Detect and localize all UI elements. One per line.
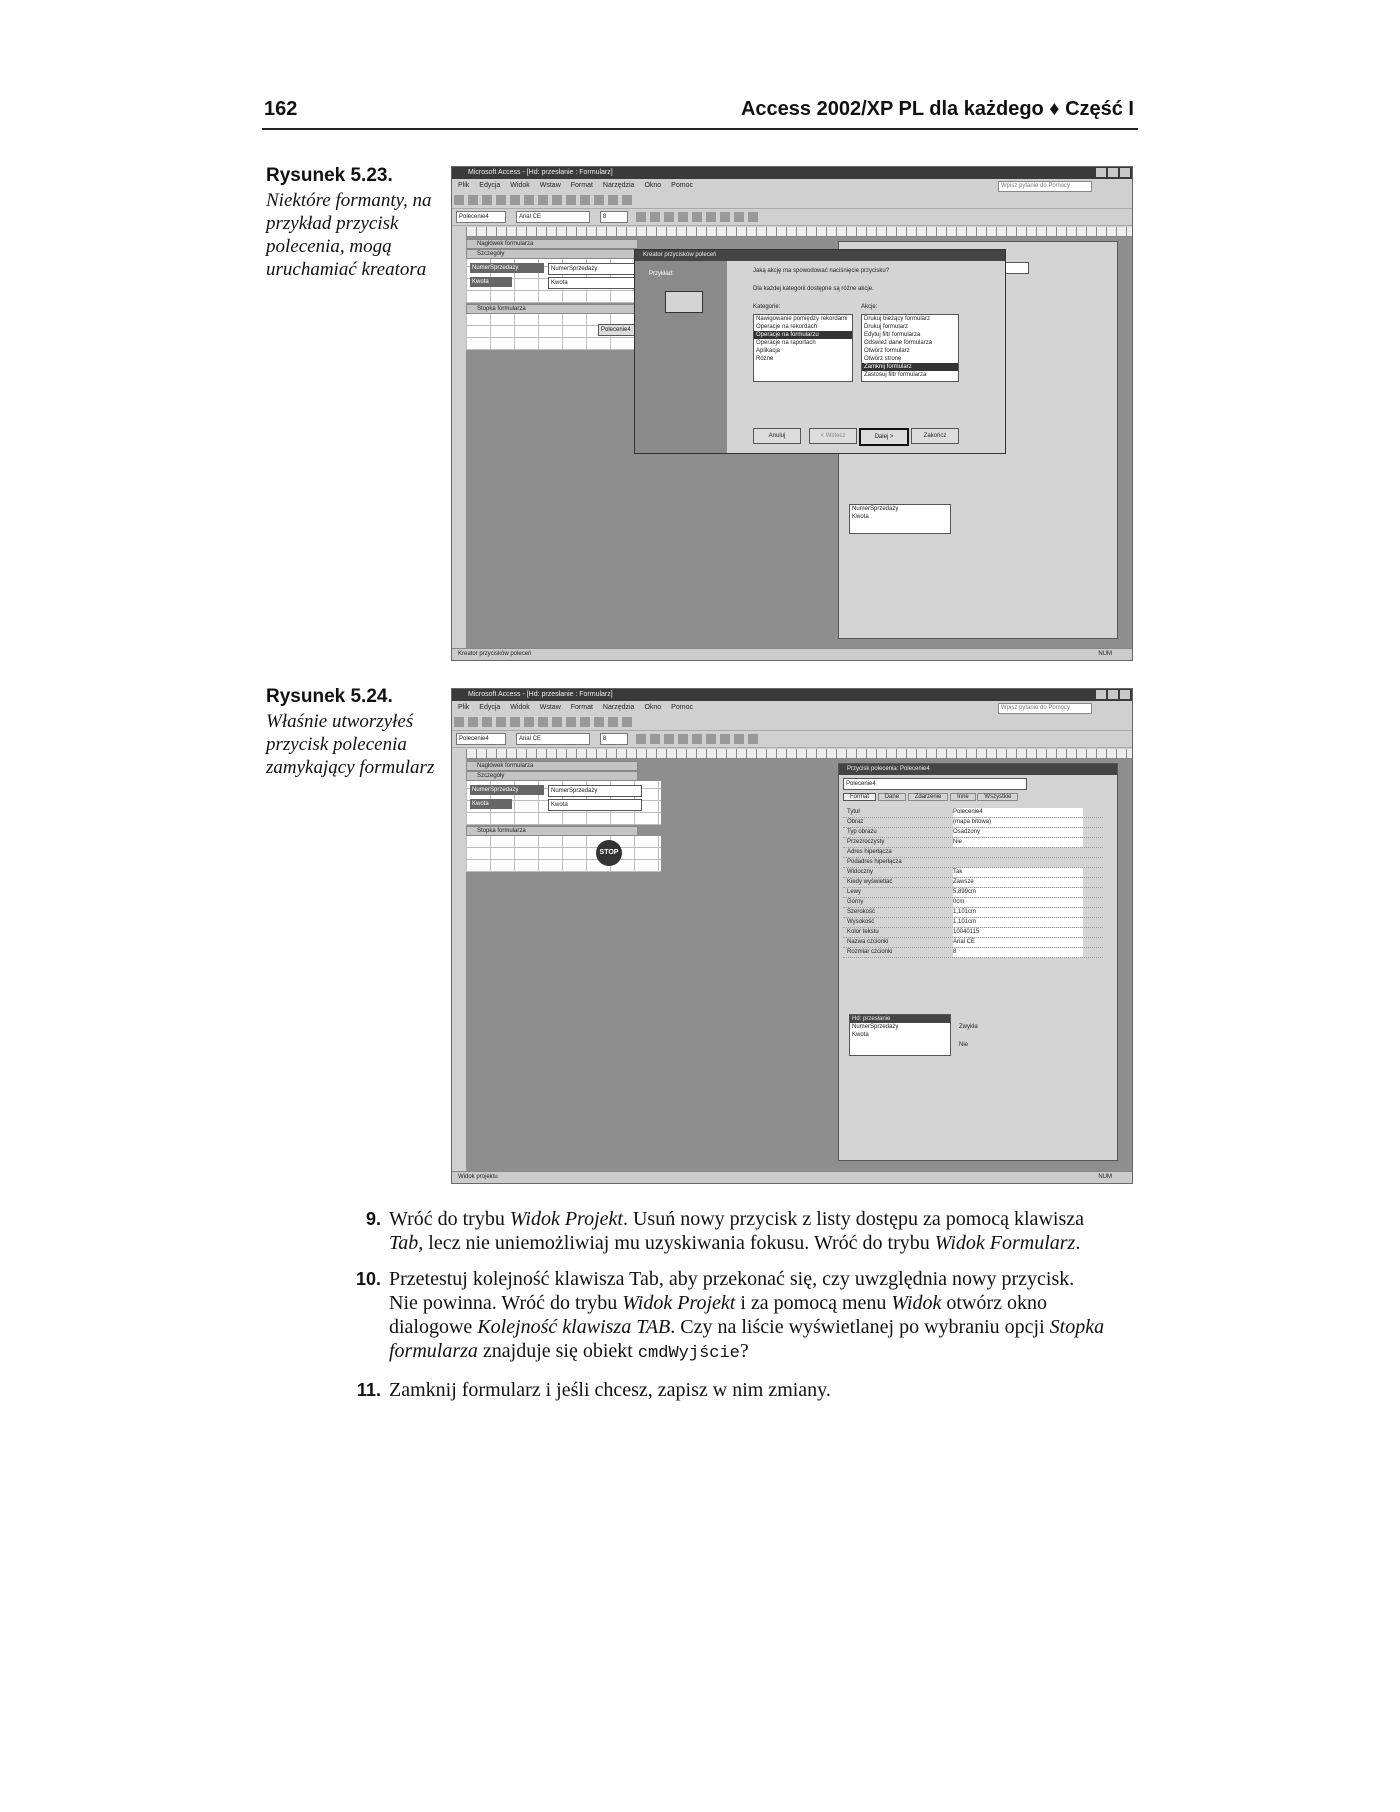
align-left-icon[interactable] bbox=[678, 212, 688, 222]
field-label[interactable]: NumerSprzedaży bbox=[470, 263, 544, 273]
property-row[interactable] bbox=[843, 858, 1103, 868]
property-value[interactable]: Polecenie4 bbox=[953, 808, 1083, 817]
font-color-icon[interactable] bbox=[734, 212, 744, 222]
size-combo[interactable]: 8 bbox=[600, 733, 628, 745]
wizard-question: Jaką akcję ma spowodować naciśnięcie przycisku? bbox=[753, 268, 890, 274]
step-11 bbox=[347, 1378, 1107, 1402]
horizontal-ruler bbox=[466, 227, 1132, 237]
field-list-icon[interactable] bbox=[580, 717, 590, 727]
menu-edycja[interactable]: Edycja bbox=[479, 182, 501, 189]
menu-okno[interactable]: Okno bbox=[644, 704, 662, 711]
footer-grid bbox=[466, 836, 661, 872]
tab-zdarzenie[interactable]: Zdarzenie bbox=[908, 793, 949, 801]
view-icon[interactable] bbox=[454, 717, 464, 727]
figure-label: Rysunek 5.23. bbox=[266, 165, 393, 186]
property-key: Widoczny bbox=[847, 869, 874, 875]
text-run: , lecz nie uniemożliwiaj mu uzyskiwania fokusu. Wróć do trybu bbox=[418, 1232, 935, 1254]
category-item[interactable]: Nawigowanie pomiędzy rekordami bbox=[756, 316, 848, 322]
field-label[interactable]: NumerSprzedaży bbox=[470, 785, 544, 795]
copy-icon[interactable] bbox=[524, 195, 534, 205]
save-icon[interactable] bbox=[468, 195, 478, 205]
property-row[interactable] bbox=[843, 888, 1103, 898]
text-run: otwórz okno dialogowe bbox=[389, 1292, 1047, 1338]
properties-icon[interactable] bbox=[608, 195, 618, 205]
text-run: ? bbox=[739, 1340, 749, 1362]
property-key: Tytuł bbox=[847, 809, 860, 815]
action-item[interactable]: Zastosuj filtr formularza bbox=[864, 372, 927, 378]
property-row[interactable] bbox=[843, 848, 1103, 858]
tab-wszystkie[interactable]: Wszystkie bbox=[977, 793, 1018, 801]
property-tabs bbox=[843, 794, 1018, 800]
text-run: Przetestuj kolejność klawisza Tab, aby przekonać się, czy uwzględnia nowy przycisk. Nie powinna. Wróć do trybu bbox=[389, 1268, 1075, 1314]
action-item[interactable]: Odśwież dane formularza bbox=[864, 340, 933, 346]
emphasis: Widok Formularz bbox=[934, 1232, 1076, 1254]
minimize-icon[interactable] bbox=[1096, 690, 1106, 699]
property-key: Podadres hiperłącza bbox=[847, 859, 902, 865]
property-sheet-title: Przycisk polecenia: Polecenie4 bbox=[839, 764, 1117, 775]
print-icon[interactable] bbox=[482, 195, 492, 205]
maximize-icon[interactable] bbox=[1108, 690, 1118, 699]
property-value[interactable]: Osadzony bbox=[953, 828, 1083, 837]
step-number: 11. bbox=[356, 1380, 381, 1400]
sample-button bbox=[665, 291, 703, 313]
section-form-footer[interactable]: Stopka formularza bbox=[466, 826, 638, 836]
figure-caption-text: Niektóre formanty, na przykład przycisk polecenia, mogą uruchamiać kreatora bbox=[266, 190, 432, 280]
property-key: Adres hiperłącza bbox=[847, 849, 892, 855]
action-item[interactable]: Otwórz formularz bbox=[864, 348, 910, 354]
category-item[interactable]: Operacje na rekordach bbox=[756, 324, 818, 330]
menu-plik[interactable]: Plik bbox=[458, 704, 470, 711]
menu-plik[interactable]: Plik bbox=[458, 182, 470, 189]
categories-label: Kategorie: bbox=[753, 304, 781, 310]
property-row[interactable] bbox=[843, 808, 1103, 818]
preview-icon[interactable] bbox=[496, 195, 506, 205]
text-run: . Czy na liście wyświetlanej po wybraniu opcji bbox=[670, 1316, 1050, 1338]
paste-icon[interactable] bbox=[538, 717, 548, 727]
toolbar-standard bbox=[452, 714, 1132, 731]
property-row[interactable] bbox=[843, 818, 1103, 828]
category-item-selected[interactable]: Operacje na formularzu bbox=[754, 331, 852, 339]
field-textbox[interactable]: NumerSprzedaży bbox=[548, 785, 642, 797]
italic-icon[interactable] bbox=[650, 734, 660, 744]
finish-button[interactable]: Zakończ bbox=[911, 428, 959, 444]
screenshot-figure-2 bbox=[451, 688, 1133, 1184]
status-bar bbox=[452, 1171, 1132, 1183]
menu-wstaw[interactable]: Wstaw bbox=[539, 704, 561, 711]
step-text bbox=[389, 1208, 1084, 1254]
title-bar bbox=[452, 167, 1132, 179]
field-label[interactable]: Kwota bbox=[470, 277, 512, 287]
design-area bbox=[466, 759, 1132, 1171]
property-value[interactable]: 8 bbox=[953, 948, 1083, 957]
property-key: Przezroczysty bbox=[847, 839, 885, 845]
step-number: 9. bbox=[365, 1209, 381, 1229]
step-10 bbox=[347, 1267, 1107, 1366]
window-title: Microsoft Access - [Hd: przesłanie : Formularz] bbox=[468, 169, 613, 176]
text-run: Zamknij formularz i jeśli chcesz, zapisz w nim zmiany. bbox=[389, 1379, 831, 1401]
field-list bbox=[849, 1014, 951, 1056]
emphasis: Widok Projekt bbox=[509, 1208, 623, 1230]
emphasis: Tab bbox=[389, 1232, 419, 1254]
maximize-icon[interactable] bbox=[1108, 168, 1118, 177]
toolbar-formatting bbox=[452, 209, 1132, 226]
section-detail[interactable]: Szczegóły bbox=[466, 249, 638, 259]
property-value[interactable]: 10040115 bbox=[953, 928, 1083, 937]
action-item-selected[interactable]: Zamknij formularz bbox=[862, 363, 958, 371]
actions-list[interactable] bbox=[861, 314, 959, 382]
properties-icon[interactable] bbox=[608, 717, 618, 727]
close-icon[interactable] bbox=[1120, 168, 1130, 177]
next-button[interactable]: Dalej > bbox=[859, 428, 909, 446]
font-color-icon[interactable] bbox=[734, 734, 744, 744]
align-center-icon[interactable] bbox=[692, 212, 702, 222]
property-value[interactable]: (mapa bitowa) bbox=[953, 818, 1083, 827]
align-right-icon[interactable] bbox=[706, 212, 716, 222]
menu-format[interactable]: Format bbox=[570, 182, 593, 189]
figure-caption-2 bbox=[266, 685, 436, 779]
property-key: Kiedy wyświetlać bbox=[847, 879, 893, 885]
action-item[interactable]: Otwórz stronę bbox=[864, 356, 902, 362]
status-num: NUM bbox=[1098, 1174, 1112, 1180]
property-key: Szerokość bbox=[847, 909, 876, 915]
section-form-footer[interactable]: Stopka formularza bbox=[466, 304, 638, 314]
print-icon[interactable] bbox=[482, 717, 492, 727]
bold-icon[interactable] bbox=[636, 212, 646, 222]
align-center-icon[interactable] bbox=[692, 734, 702, 744]
status-text: Kreator przycisków poleceń bbox=[458, 651, 532, 657]
horizontal-ruler bbox=[466, 749, 1132, 759]
property-value[interactable]: 1,101cm bbox=[953, 908, 1083, 917]
menu-okno[interactable]: Okno bbox=[644, 182, 662, 189]
field-list bbox=[849, 504, 951, 534]
back-button[interactable]: < Wstecz bbox=[809, 428, 857, 444]
toolbox-icon[interactable] bbox=[594, 717, 604, 727]
property-key: Typ obrazu bbox=[847, 829, 877, 835]
help-search-input[interactable]: Wpisz pytanie do Pomocy bbox=[998, 703, 1092, 714]
view-icon[interactable] bbox=[454, 195, 464, 205]
footer-grid bbox=[466, 314, 661, 350]
section-detail[interactable]: Szczegóły bbox=[466, 771, 638, 781]
code-icon[interactable] bbox=[622, 717, 632, 727]
status-bar bbox=[452, 648, 1132, 660]
align-right-icon[interactable] bbox=[706, 734, 716, 744]
property-value[interactable]: 0cm bbox=[953, 898, 1083, 907]
section-form-header[interactable]: Nagłówek formularza bbox=[466, 239, 638, 249]
command-button-wizard bbox=[634, 249, 1006, 454]
property-value[interactable]: Zawsze bbox=[953, 878, 1083, 887]
figure-caption-1 bbox=[266, 164, 436, 281]
property-row[interactable] bbox=[843, 898, 1103, 908]
emphasis: Widok Projekt bbox=[622, 1292, 736, 1314]
text-run: . Usuń nowy przycisk z listy dostępu za pomocą klawisza bbox=[622, 1208, 1084, 1230]
field-textbox[interactable]: NumerSprzedaży bbox=[548, 263, 642, 275]
field-list-item[interactable]: NumerSprzedaży bbox=[852, 1024, 899, 1030]
menu-widok[interactable]: Widok bbox=[510, 704, 530, 711]
toolbar-standard bbox=[452, 192, 1132, 209]
text-run: znajduje się obiekt bbox=[477, 1340, 638, 1362]
menu-format[interactable]: Format bbox=[570, 704, 593, 711]
figure-caption-text: Właśnie utworzyłeś przycisk polecenia zamykający formularz bbox=[266, 711, 435, 778]
title-bar bbox=[452, 689, 1132, 701]
field-list-icon[interactable] bbox=[580, 195, 590, 205]
text-run: . bbox=[1075, 1232, 1081, 1254]
paste-icon[interactable] bbox=[538, 195, 548, 205]
code-icon[interactable] bbox=[622, 195, 632, 205]
toolbox-icon[interactable] bbox=[594, 195, 604, 205]
wizard-title: Kreator przycisków poleceń bbox=[635, 250, 1005, 261]
window-title: Microsoft Access - [Hd: przesłanie : Formularz] bbox=[468, 691, 613, 698]
menu-edycja[interactable]: Edycja bbox=[479, 704, 501, 711]
font-combo[interactable]: Arial CE bbox=[516, 211, 590, 223]
field-list-title: Hd: przesłanie bbox=[850, 1015, 950, 1023]
property-value[interactable]: Tak bbox=[953, 868, 1083, 877]
undo-icon[interactable] bbox=[552, 717, 562, 727]
category-item[interactable]: Aplikacja bbox=[756, 348, 781, 354]
emphasis: Widok bbox=[891, 1292, 942, 1314]
category-item[interactable]: Różne bbox=[756, 356, 774, 362]
toolbar-formatting bbox=[452, 731, 1132, 748]
menu-narzedzia[interactable]: Narzędzia bbox=[602, 704, 635, 711]
property-row[interactable] bbox=[843, 878, 1103, 888]
property-value[interactable]: Arial CE bbox=[953, 938, 1083, 947]
field-label[interactable]: Kwota bbox=[470, 799, 512, 809]
property-rows bbox=[843, 808, 1103, 958]
property-key: Kolor tekstu bbox=[847, 929, 879, 935]
property-row[interactable] bbox=[843, 918, 1103, 928]
object-combo[interactable]: Polecenie4 bbox=[456, 733, 506, 745]
property-row[interactable] bbox=[843, 868, 1103, 878]
cancel-button[interactable]: Anuluj bbox=[753, 428, 801, 444]
stop-icon[interactable]: STOP bbox=[596, 840, 622, 866]
font-combo[interactable]: Arial CE bbox=[516, 733, 590, 745]
cut-icon[interactable] bbox=[510, 195, 520, 205]
step-number: 10. bbox=[355, 1269, 381, 1289]
tab-format[interactable]: Format bbox=[843, 793, 876, 801]
field-list-item[interactable]: Kwota bbox=[852, 514, 869, 520]
inline-code: cmdWyjście bbox=[637, 1344, 740, 1363]
design-area bbox=[466, 237, 1132, 648]
text-run: Wróć do trybu bbox=[389, 1208, 510, 1230]
emphasis: Kolejność klawisza TAB bbox=[477, 1316, 671, 1338]
property-value[interactable]: 1,101cm bbox=[953, 918, 1083, 927]
property-key: Wysokość bbox=[847, 919, 875, 925]
property-row[interactable] bbox=[843, 928, 1103, 938]
redo-icon[interactable] bbox=[566, 195, 576, 205]
tab-inne[interactable]: Inne bbox=[950, 793, 976, 801]
line-color-icon[interactable] bbox=[748, 212, 758, 222]
property-row[interactable] bbox=[843, 948, 1103, 958]
action-item[interactable]: Drukuj bieżący formularz bbox=[864, 316, 931, 322]
step-text bbox=[389, 1379, 831, 1401]
sample-label: Przykład: bbox=[649, 271, 674, 277]
categories-list[interactable] bbox=[753, 314, 853, 382]
property-key: Górny bbox=[847, 899, 864, 905]
field-textbox[interactable]: Kwota bbox=[548, 799, 642, 811]
line-color-icon[interactable] bbox=[748, 734, 758, 744]
property-object-combo[interactable]: Polecenie4 bbox=[843, 778, 1027, 790]
wizard-sample-pane bbox=[635, 261, 727, 453]
menu-wstaw[interactable]: Wstaw bbox=[539, 182, 561, 189]
underline-icon[interactable] bbox=[664, 734, 674, 744]
field-textbox[interactable]: Kwota bbox=[548, 277, 642, 289]
status-text: Widok projektu bbox=[458, 1174, 498, 1180]
tab-dane[interactable]: Dane bbox=[878, 793, 906, 801]
property-key: Nazwa czcionki bbox=[847, 939, 889, 945]
detail-grid bbox=[466, 781, 661, 825]
property-sheet bbox=[838, 763, 1118, 1161]
property-key: Lewy bbox=[847, 889, 862, 895]
action-item[interactable]: Drukuj formularz bbox=[864, 324, 909, 330]
detail-grid bbox=[466, 259, 661, 303]
property-key: Rozmiar czcionki bbox=[847, 949, 893, 955]
property-key: Obraz bbox=[847, 819, 864, 825]
wizard-hint: Dla każdej kategorii dostępne są różne akcje. bbox=[753, 286, 874, 292]
property-row[interactable] bbox=[843, 908, 1103, 918]
redo-icon[interactable] bbox=[566, 717, 576, 727]
page-number: 162 bbox=[264, 98, 298, 120]
step-9 bbox=[347, 1207, 1107, 1255]
actions-label: Akcje: bbox=[861, 304, 878, 310]
step-text bbox=[389, 1268, 1104, 1362]
running-title: Access 2002/XP PL dla każdego ♦ Część I bbox=[740, 98, 1134, 120]
preview-icon[interactable] bbox=[496, 717, 506, 727]
italic-icon[interactable] bbox=[650, 212, 660, 222]
property-value[interactable]: 5,899cm bbox=[953, 888, 1083, 897]
save-icon[interactable] bbox=[468, 717, 478, 727]
fill-color-icon[interactable] bbox=[720, 734, 730, 744]
property-value[interactable]: Nie bbox=[953, 838, 1083, 847]
numbered-steps bbox=[347, 1207, 1107, 1414]
close-icon[interactable] bbox=[1120, 690, 1130, 699]
action-item[interactable]: Edytuj filtr formularza bbox=[864, 332, 921, 338]
fill-color-icon[interactable] bbox=[720, 212, 730, 222]
copy-icon[interactable] bbox=[524, 717, 534, 727]
screenshot-figure-1 bbox=[451, 166, 1133, 661]
field-list-item[interactable]: Kwota bbox=[852, 1032, 869, 1038]
command-button[interactable]: Polecenie4 bbox=[598, 324, 642, 336]
help-search-input[interactable]: Wpisz pytanie do Pomocy bbox=[998, 181, 1092, 192]
object-combo[interactable]: Polecenie4 bbox=[456, 211, 506, 223]
undo-icon[interactable] bbox=[552, 195, 562, 205]
property-extra-1: Zwykła bbox=[959, 1024, 978, 1030]
running-header bbox=[262, 98, 1138, 130]
text-run: i za pomocą menu bbox=[735, 1292, 892, 1314]
category-item[interactable]: Operacje na raportach bbox=[756, 340, 816, 346]
figure-label: Rysunek 5.24. bbox=[266, 686, 393, 707]
align-left-icon[interactable] bbox=[678, 734, 688, 744]
menu-pomoc[interactable]: Pomoc bbox=[671, 704, 693, 711]
minimize-icon[interactable] bbox=[1096, 168, 1106, 177]
property-row[interactable] bbox=[843, 828, 1103, 838]
property-extra-2: Nie bbox=[959, 1042, 969, 1048]
menu-pomoc[interactable]: Pomoc bbox=[671, 182, 693, 189]
emphasis: Stopka formularza bbox=[389, 1316, 1105, 1362]
underline-icon[interactable] bbox=[664, 212, 674, 222]
field-list-item[interactable]: NumerSprzedaży bbox=[852, 506, 899, 512]
property-row[interactable] bbox=[843, 938, 1103, 948]
status-num: NUM bbox=[1098, 651, 1112, 657]
property-row[interactable] bbox=[843, 838, 1103, 848]
menu-widok[interactable]: Widok bbox=[510, 182, 530, 189]
section-form-header[interactable]: Nagłówek formularza bbox=[466, 761, 638, 771]
menu-narzedzia[interactable]: Narzędzia bbox=[602, 182, 635, 189]
size-combo[interactable]: 8 bbox=[600, 211, 628, 223]
bold-icon[interactable] bbox=[636, 734, 646, 744]
cut-icon[interactable] bbox=[510, 717, 520, 727]
